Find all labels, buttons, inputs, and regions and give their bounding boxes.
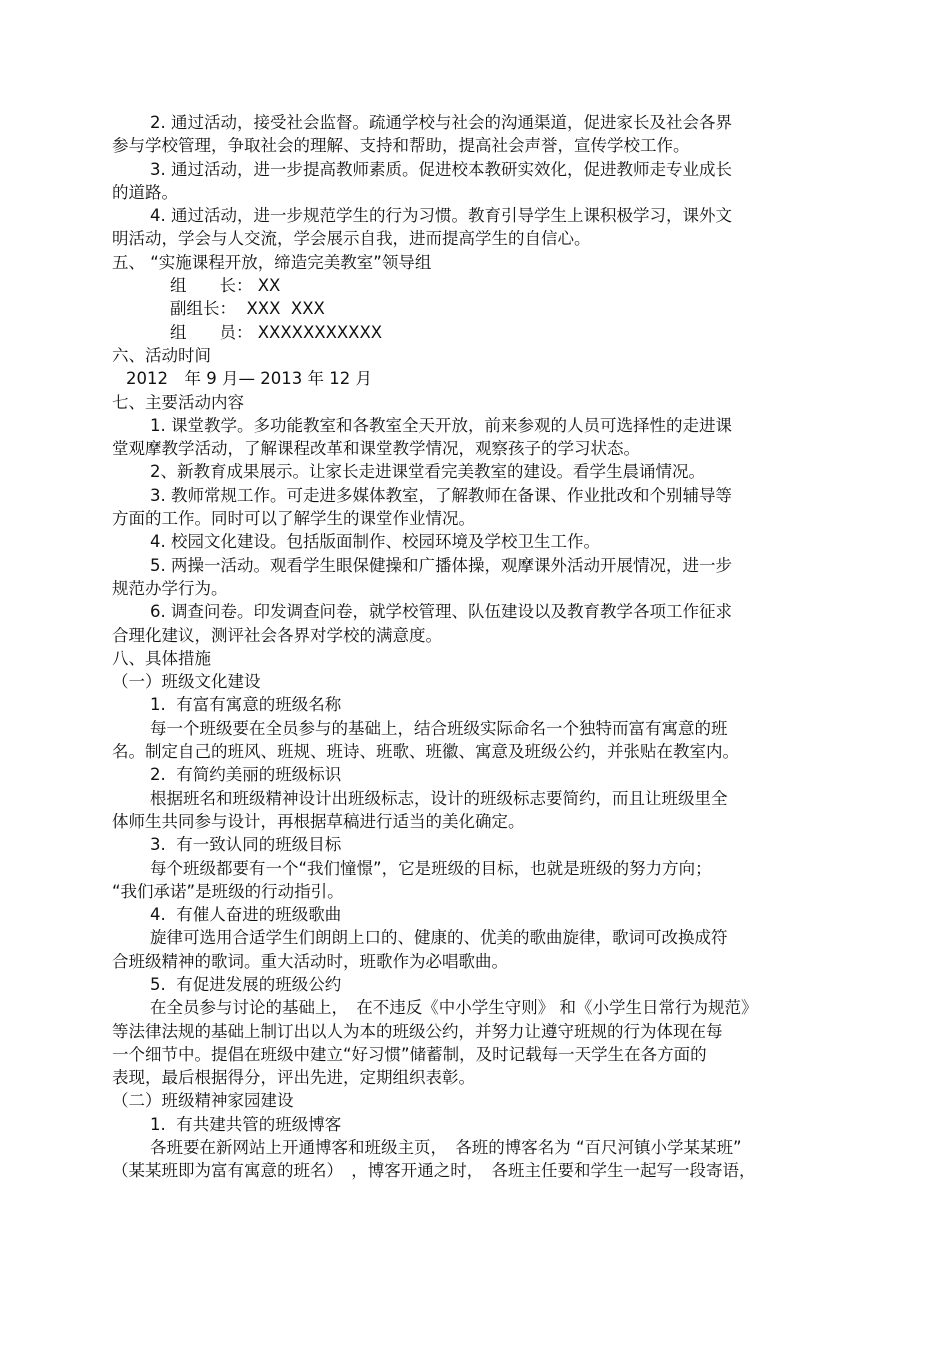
leader-line: 副组长： XXX XXX <box>170 299 325 319</box>
text-line: 表现，最后根据得分，评出先进，定期组织表彰。 <box>112 1068 475 1088</box>
text-line: 每一个班级要在全员参与的基础上，结合班级实际命名一个独特而富有寓意的班 <box>150 718 728 738</box>
text-line: 方面的工作。同时可以了解学生的课堂作业情况。 <box>112 509 475 529</box>
text-line: 2. 通过活动，接受社会监督。疏通学校与社会的沟通渠道，促进家长及社会各界 <box>150 113 732 132</box>
document-body <box>112 111 812 1183</box>
text-line: 体师生共同参与设计，再根据草稿进行适当的美化确定。 <box>112 811 525 831</box>
item-heading: 5. 有促进发展的班级公约 <box>150 974 342 994</box>
text-line: 3. 通过活动，进一步提高教师素质。促进校本教研实效化，促进教师走专业成长 <box>150 159 732 179</box>
item-heading: 1. 有共建共管的班级博客 <box>150 1114 342 1134</box>
item-heading: 4. 有催人奋进的班级歌曲 <box>150 905 342 925</box>
text-line: 合理化建议，测评社会各界对学校的满意度。 <box>112 625 442 645</box>
section-heading: 七、主要活动内容 <box>112 392 244 412</box>
date-range: 2012 年 9 月— 2013 年 12 月 <box>126 369 372 389</box>
section-heading: 八、具体措施 <box>112 648 211 668</box>
text-line: 每个班级都要有一个“我们憧憬”，它是班级的目标，也就是班级的努力方向； <box>150 858 712 878</box>
text-line: 在全员参与讨论的基础上， 在不违反《中小学生守则》 和《小学生日常行为规范》 <box>150 998 758 1018</box>
text-line: 参与学校管理，争取社会的理解、支持和帮助，提高社会声誉，宣传学校工作。 <box>112 136 690 156</box>
leader-line: 组 员： XXXXXXXXXXX <box>170 322 383 342</box>
subsection-heading: （一）班级文化建设 <box>112 672 261 692</box>
item-heading: 3. 有一致认同的班级目标 <box>150 835 342 855</box>
subsection-heading: （二）班级精神家园建设 <box>112 1091 294 1111</box>
text-line: 旋律可选用合适学生们朗朗上口的、健康的、优美的歌曲旋律，歌词可改换成符 <box>150 928 728 948</box>
item-heading: 2. 有简约美丽的班级标识 <box>150 765 342 785</box>
text-line: 6. 调查问卷。印发调查问卷，就学校管理、队伍建设以及教育教学各项工作征求 <box>150 602 732 622</box>
text-line: 的道路。 <box>112 182 178 202</box>
text-line: 名。制定自己的班风、班规、班诗、班歌、班徽、寓意及班级公约，并张贴在教室内。 <box>112 742 739 762</box>
text-line: 4. 通过活动，进一步规范学生的行为习惯。教育引导学生上课积极学习，课外文 <box>150 206 732 226</box>
text-line: 规范办学行为。 <box>112 578 228 598</box>
text-line: 1. 课堂教学。多功能教室和各教室全天开放，前来参观的人员可选择性的走进课 <box>150 415 732 435</box>
section-heading: 六、活动时间 <box>112 345 211 365</box>
text-line: 一个细节中。提倡在班级中建立“好习惯”储蓄制，及时记载每一天学生在各方面的 <box>112 1044 707 1064</box>
text-line: 合班级精神的歌词。重大活动时，班歌作为必唱歌曲。 <box>112 951 508 971</box>
text-line: 根据班名和班级精神设计出班级标志，设计的班级标志要简约，而且让班级里全 <box>150 788 728 808</box>
section-heading: 五、 “实施课程开放，缔造完美教室”领导组 <box>112 252 432 272</box>
leader-line: 组 长： XX <box>170 276 281 296</box>
text-line: “我们承诺”是班级的行动指引。 <box>112 881 344 901</box>
text-line: 3. 教师常规工作。可走进多媒体教室，了解教师在备课、作业批改和个别辅导等 <box>150 485 732 505</box>
text-line: 各班要在新网站上开通博客和班级主页， 各班的博客名为 “百尺河镇小学某某班” <box>150 1138 742 1158</box>
text-line: 5. 两操一活动。观看学生眼保健操和广播体操，观摩课外活动开展情况，进一步 <box>150 555 732 575</box>
item-heading: 1. 有富有寓意的班级名称 <box>150 695 342 715</box>
text-line: 2、新教育成果展示。让家长走进课堂看完美教室的建设。看学生晨诵情况。 <box>150 462 705 482</box>
text-line: 明活动，学会与人交流，学会展示自我，进而提高学生的自信心。 <box>112 229 591 249</box>
text-line: （某某班即为富有寓意的班名） ，博客开通之时， 各班主任要和学生一起写一段寄语， <box>112 1161 756 1181</box>
text-line: 堂观摩教学活动，了解课程改革和课堂教学情况，观察孩子的学习状态。 <box>112 439 640 459</box>
text-line: 4. 校园文化建设。包括版面制作、校园环境及学校卫生工作。 <box>150 532 600 552</box>
text-line: 等法律法规的基础上制订出以人为本的班级公约，并努力让遵守班规的行为体现在每 <box>112 1021 723 1041</box>
